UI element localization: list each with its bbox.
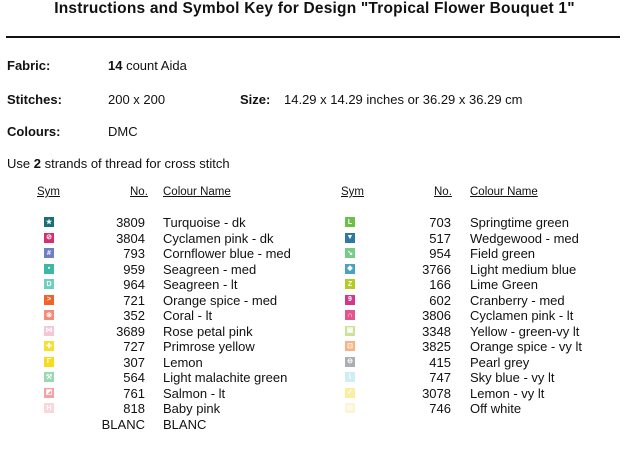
- symbol-swatch-icon: ◩: [45, 389, 53, 396]
- symbol-swatch-icon: ⊗: [44, 310, 54, 320]
- colour-name: Field green: [470, 246, 536, 261]
- colour-name: Light malachite green: [163, 370, 288, 385]
- header-name-right: Colour Name: [470, 186, 538, 198]
- dmc-number: 3804: [116, 230, 145, 246]
- header-no-right: No.: [434, 186, 452, 198]
- dmc-number: 517: [429, 230, 451, 246]
- strands-post: strands of thread for cross stitch: [40, 156, 230, 171]
- symbol-swatch-icon: L: [345, 217, 355, 227]
- key-row-right: [0, 277, 629, 293]
- colours-label: Colours:: [7, 124, 61, 139]
- key-row-right: [0, 308, 629, 324]
- key-row-right: [0, 246, 629, 262]
- symbol-swatch-icon: ▪: [44, 264, 54, 274]
- symbol-swatch-icon: ⊖: [345, 357, 355, 367]
- dmc-number: 964: [123, 277, 145, 292]
- symbol-swatch-icon: Γ: [44, 357, 54, 367]
- symbol-swatch-icon: ↘: [345, 248, 355, 258]
- colour-name: Light medium blue: [470, 261, 577, 277]
- symbol-swatch-icon: >: [44, 295, 54, 305]
- colour-name: Wedgewood - med: [470, 230, 579, 246]
- key-row-right: [0, 262, 629, 278]
- colour-name: Baby pink: [163, 401, 221, 416]
- dmc-number: 3348: [422, 323, 451, 339]
- symbol-swatch-icon: ▼: [346, 234, 354, 241]
- dmc-number: 3689: [116, 323, 145, 339]
- key-row-left: [0, 417, 629, 433]
- colour-name: Cyclamen pink - lt: [470, 308, 574, 323]
- symbol-swatch-icon: \: [345, 372, 355, 382]
- colour-name: Lemon - vy lt: [470, 385, 545, 401]
- dmc-number: 564: [123, 370, 145, 385]
- dmc-number: 747: [429, 370, 451, 385]
- colour-name: Sky blue - vy lt: [470, 370, 555, 385]
- symbol-swatch-icon: 9: [345, 295, 355, 305]
- symbol-swatch-icon: ⊙: [345, 403, 355, 413]
- stitches-value: 200 x 200: [108, 92, 166, 107]
- key-row-right: [0, 355, 629, 371]
- strands-instruction: [7, 156, 230, 171]
- size-label: Size:: [240, 92, 271, 107]
- symbol-swatch-icon: #: [44, 248, 54, 258]
- dmc-number: 727: [123, 339, 145, 354]
- header-sym-right: Sym: [341, 186, 364, 198]
- key-row-right: [0, 386, 629, 402]
- symbol-swatch-icon: H: [44, 403, 54, 413]
- colour-name: Lemon: [163, 354, 203, 370]
- symbol-swatch-icon: ✚: [44, 341, 54, 351]
- symbol-swatch-icon: ⊘: [44, 233, 54, 243]
- symbol-swatch-icon: ◆: [345, 264, 355, 274]
- dmc-number: 3809: [116, 215, 145, 230]
- colours-value: DMC: [108, 124, 138, 139]
- size-value: 14.29 x 14.29 inches or 36.29 x 36.29 cm: [284, 92, 523, 107]
- colour-name: Lime Green: [470, 277, 538, 292]
- fabric-label: Fabric:: [7, 58, 51, 73]
- colour-name: Pearl grey: [470, 354, 530, 370]
- fabric-value: [108, 58, 187, 73]
- key-row-right: [0, 215, 629, 231]
- colour-name: Springtime green: [470, 215, 569, 230]
- colour-name: BLANC: [163, 416, 207, 432]
- symbol-swatch-icon: ★: [45, 218, 53, 226]
- key-row-right: [0, 324, 629, 340]
- key-row-right: [0, 231, 629, 247]
- symbol-swatch-icon: ⚒: [45, 373, 53, 381]
- colour-name: Orange spice - vy lt: [470, 339, 582, 354]
- fabric-type: count Aida: [122, 58, 187, 73]
- colour-name: Seagreen - med: [163, 261, 257, 277]
- stitches-label: Stitches:: [7, 92, 62, 107]
- key-row-right: [0, 339, 629, 355]
- symbol-swatch-icon: ∩: [345, 310, 355, 320]
- key-row-right: [0, 401, 629, 417]
- dmc-number: 954: [429, 246, 451, 261]
- colour-name: Seagreen - lt: [163, 277, 238, 292]
- symbol-swatch-icon: ⊡: [345, 341, 355, 351]
- colour-name: Primrose yellow: [163, 339, 255, 354]
- colour-name: Orange spice - med: [163, 292, 278, 308]
- dmc-number: 959: [123, 261, 145, 277]
- colour-name: Coral - lt: [163, 308, 213, 323]
- dmc-number: 818: [123, 401, 145, 416]
- dmc-number: 307: [123, 354, 145, 370]
- colour-name: Cranberry - med: [470, 292, 565, 308]
- colour-name: Turquoise - dk: [163, 215, 246, 230]
- page-title: Instructions and Symbol Key for Design "Tropical Flower Bouquet 1": [54, 0, 575, 17]
- dmc-number: BLANC: [101, 416, 145, 432]
- dmc-number: 166: [429, 277, 451, 292]
- dmc-number: 3766: [422, 261, 451, 277]
- dmc-number: 703: [429, 215, 451, 230]
- dmc-number: 3806: [422, 308, 451, 323]
- colour-name: Rose petal pink: [163, 323, 253, 339]
- dmc-number: 3825: [422, 339, 451, 354]
- header-no-left: No.: [130, 186, 148, 198]
- dmc-number: 746: [429, 401, 451, 416]
- key-row-right: [0, 293, 629, 309]
- key-row-right: [0, 370, 629, 386]
- dmc-number: 761: [123, 385, 145, 401]
- header-sym-left: Sym: [37, 186, 60, 198]
- symbol-swatch-icon: Z: [345, 279, 355, 289]
- title-divider: [6, 36, 620, 38]
- dmc-number: 602: [429, 292, 451, 308]
- symbol-swatch-icon: D: [44, 279, 54, 289]
- fabric-count: 14: [108, 58, 123, 73]
- colour-name: Salmon - lt: [163, 385, 226, 401]
- colour-name: Cyclamen pink - dk: [163, 230, 274, 246]
- strands-count: 2: [33, 156, 41, 171]
- strands-pre: Use: [7, 156, 34, 171]
- colour-name: Off white: [470, 401, 522, 416]
- dmc-number: 721: [123, 292, 145, 308]
- dmc-number: 352: [123, 308, 145, 323]
- dmc-number: 3078: [422, 385, 451, 401]
- dmc-number: 793: [123, 246, 145, 261]
- symbol-swatch-icon: ✓: [345, 388, 355, 398]
- symbol-swatch-icon: ⋈: [45, 327, 53, 334]
- colour-name: Yellow - green-vy lt: [470, 323, 580, 339]
- colour-name: Cornflower blue - med: [163, 246, 291, 261]
- dmc-number: 415: [429, 354, 451, 370]
- symbol-swatch-icon: ▣: [346, 327, 354, 334]
- header-name-left: Colour Name: [163, 186, 231, 198]
